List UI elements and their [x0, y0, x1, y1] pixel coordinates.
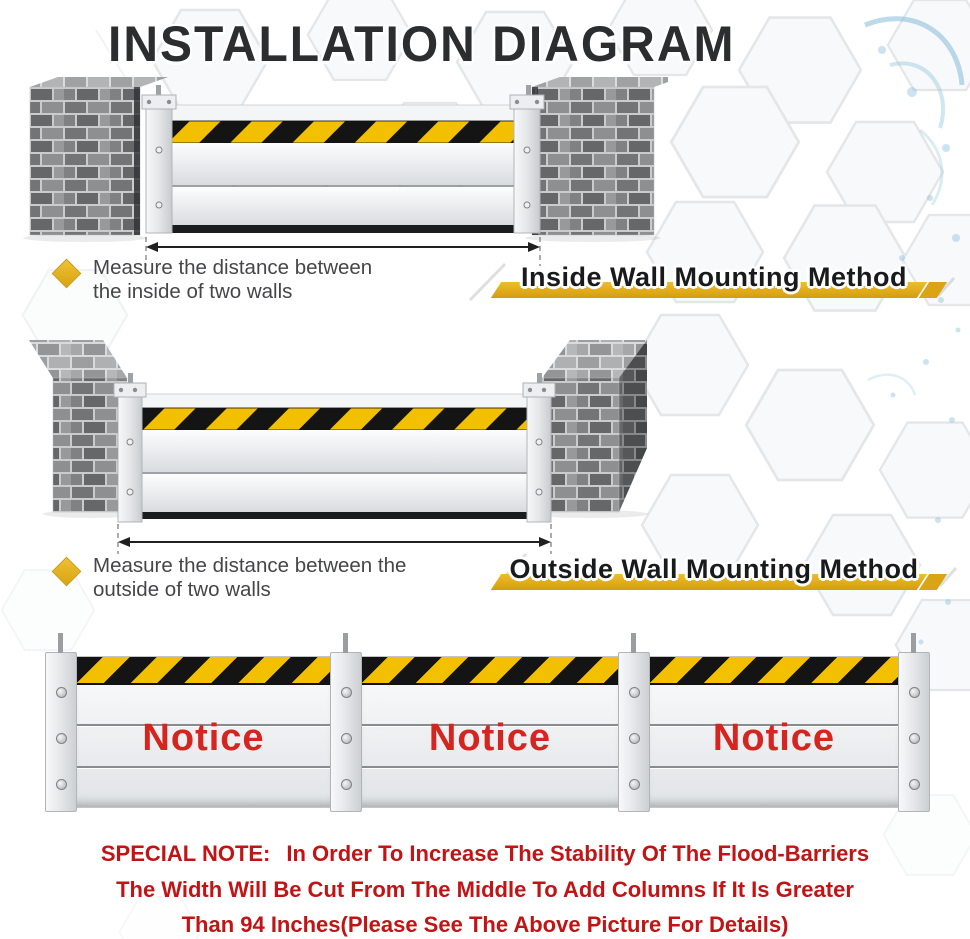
screw-icon: [341, 779, 352, 790]
screw-icon: [629, 779, 640, 790]
notice-label: Notice: [712, 717, 836, 759]
diagram-outside-wall-mounting: [25, 330, 705, 558]
caption-text: [93, 554, 406, 602]
bottom-seal: [172, 225, 514, 233]
post-pin: [58, 633, 63, 653]
diamond-bullet-icon: [52, 557, 82, 587]
screw-icon: [56, 733, 67, 744]
barrier-panel: [172, 143, 514, 185]
screw-icon: [909, 733, 920, 744]
flood-barrier: [142, 85, 544, 233]
special-note-label: SPECIAL NOTE:: [100, 841, 271, 866]
bottom-seal: [142, 512, 527, 519]
barrier-column-post: [898, 652, 930, 812]
barrier-section: [648, 656, 900, 808]
caption-line: the inside of two walls: [93, 280, 293, 303]
banner-label: Outside Wall Mounting Method: [509, 554, 919, 584]
barrier-top-rail: [172, 105, 514, 121]
brick-pillar-right: [525, 77, 668, 242]
post-pin: [911, 633, 916, 653]
flood-barrier-row: [35, 616, 935, 816]
caption-line: Measure the distance between the: [93, 554, 407, 577]
diagram-inside-wall-mounting: [18, 75, 668, 270]
hazard-stripe: [649, 657, 899, 685]
flood-barrier: [114, 373, 555, 522]
panel-seam: [76, 766, 331, 768]
banner-inside-wall-mounting: [490, 254, 938, 300]
screw-icon: [56, 687, 67, 698]
notice-label: Notice: [428, 717, 552, 759]
notice-label: Notice: [142, 717, 265, 759]
page-title: INSTALLATION DIAGRAM: [108, 17, 736, 73]
mounting-post-right: [523, 373, 555, 522]
barrier-panel: [172, 187, 514, 225]
post-pin: [631, 633, 636, 653]
screw-icon: [909, 779, 920, 790]
banner-label: Inside Wall Mounting Method: [521, 262, 907, 292]
post-pin: [343, 633, 348, 653]
hazard-stripe: [76, 657, 331, 685]
measure-arrow-outside: [118, 524, 551, 554]
mounting-post-right: [510, 85, 544, 233]
special-note-text: In Order To Increase The Stability Of The Flood-Barriers: [286, 841, 870, 866]
diamond-bullet-icon: [52, 259, 82, 289]
screw-icon: [629, 733, 640, 744]
barrier-column-post: [618, 652, 650, 812]
barrier-panel: [142, 430, 527, 472]
screw-icon: [909, 687, 920, 698]
screw-icon: [629, 687, 640, 698]
barrier-section: [360, 656, 620, 808]
screw-icon: [341, 733, 352, 744]
screw-icon: [56, 779, 67, 790]
barrier-column-post: [330, 652, 362, 812]
caption-outside: [56, 554, 406, 602]
special-note-line1: [0, 836, 970, 872]
panel-seam: [649, 766, 899, 768]
hazard-stripe: [172, 121, 514, 143]
mounting-post-left: [114, 373, 146, 522]
caption-line: outside of two walls: [93, 578, 271, 601]
caption-line: Measure the distance between: [93, 256, 373, 279]
hazard-stripe: [361, 657, 619, 685]
special-note-line2: The Width Will Be Cut From The Middle To Add Columns If It Is Greater: [116, 876, 854, 902]
mounting-post-left: [142, 85, 176, 233]
panel-seam: [361, 766, 619, 768]
banner-outside-wall-mounting: [490, 546, 938, 592]
special-note-line3: Than 94 Inches(Please See The Above Picture For Details): [181, 912, 789, 937]
special-note: [0, 836, 970, 939]
barrier-column-post: [45, 652, 77, 812]
hazard-stripe: [142, 408, 527, 430]
barrier-top-rail: [142, 394, 527, 408]
screw-icon: [341, 687, 352, 698]
caption-text: [93, 256, 372, 304]
barrier-panel: [142, 474, 527, 512]
barrier-section: [75, 656, 332, 808]
caption-inside: [56, 256, 372, 304]
